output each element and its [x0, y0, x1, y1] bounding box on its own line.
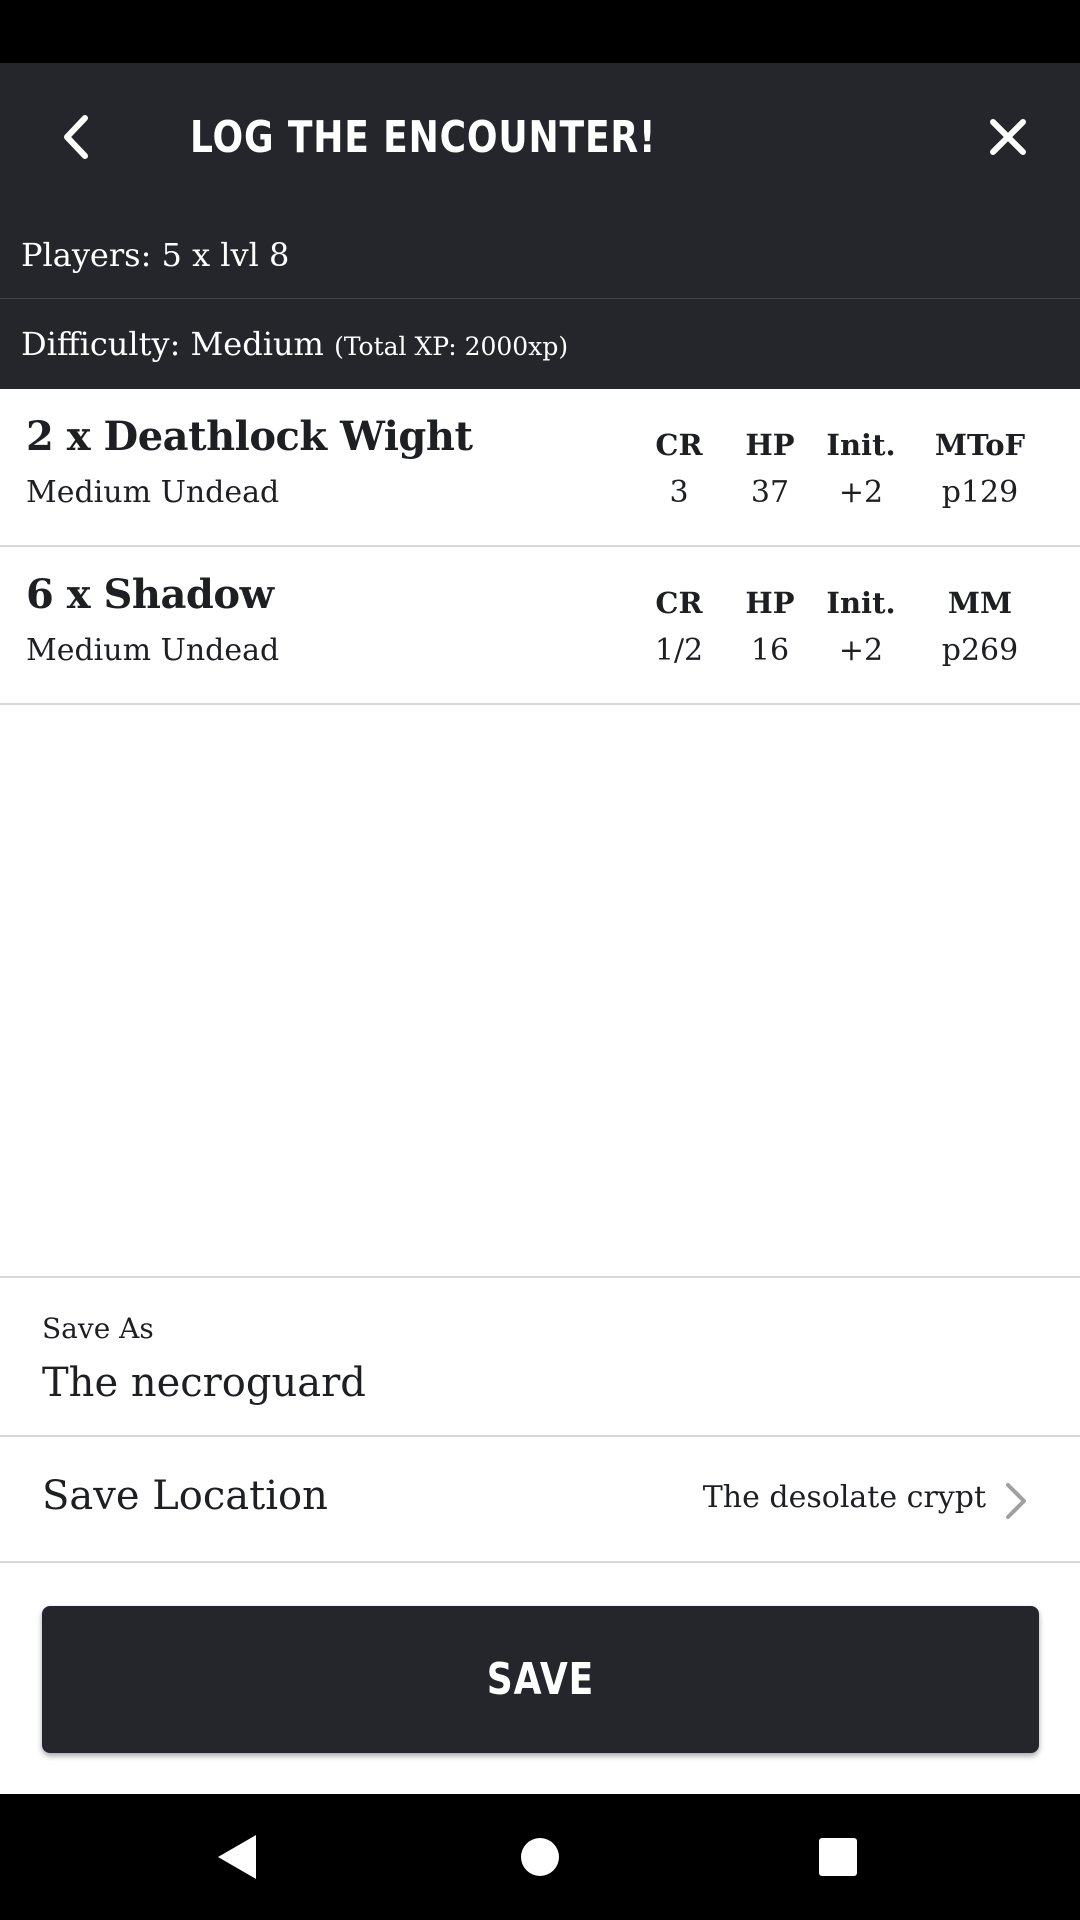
stat-source-value: p269 — [941, 633, 1019, 668]
stat-init-label: Init. — [826, 586, 896, 620]
monster-name: 2 x Deathlock Wight — [26, 413, 473, 460]
nav-back-button[interactable] — [200, 1819, 276, 1895]
save-location-row[interactable] — [0, 1437, 1080, 1563]
stat-source-value: p129 — [941, 475, 1019, 510]
title-bar — [0, 63, 1080, 211]
triangle-back-icon — [216, 1833, 260, 1881]
stat-source-label: MM — [947, 586, 1013, 620]
back-button[interactable] — [40, 101, 112, 173]
close-icon — [989, 118, 1027, 156]
square-recents-icon — [818, 1837, 858, 1877]
nav-home-button[interactable] — [502, 1819, 578, 1895]
save-as-field[interactable] — [0, 1276, 1080, 1437]
monster-row[interactable] — [0, 547, 1080, 705]
chevron-right-icon — [1000, 1481, 1030, 1521]
players-info: Players: 5 x lvl 8 — [0, 211, 1080, 299]
difficulty-info — [0, 300, 1080, 389]
save-button-label: SAVE — [486, 1654, 595, 1705]
monster-type: Medium Undead — [26, 475, 280, 510]
difficulty-label: Difficulty: Medium — [21, 325, 324, 363]
save-as-label: Save As — [42, 1312, 154, 1345]
monster-row[interactable] — [0, 389, 1080, 547]
stat-init — [806, 423, 916, 513]
chevron-left-icon — [61, 114, 91, 160]
system-nav-bar — [0, 1794, 1080, 1920]
save-location-value: The desolate crypt — [702, 1480, 986, 1515]
save-location-label: Save Location — [42, 1473, 328, 1519]
status-bar — [0, 0, 1080, 63]
circle-home-icon — [520, 1837, 560, 1877]
header — [0, 63, 1080, 389]
save-as-input[interactable]: The necroguard — [42, 1360, 366, 1406]
stat-source — [925, 581, 1035, 671]
page-title: LOG THE ENCOUNTER! — [190, 112, 657, 163]
stat-hp-label: HP — [745, 428, 795, 462]
monster-type: Medium Undead — [26, 633, 280, 668]
stat-source-label: MToF — [934, 428, 1026, 462]
stat-init-value: +2 — [838, 475, 884, 510]
save-button[interactable] — [42, 1606, 1039, 1753]
close-button[interactable] — [972, 101, 1044, 173]
stat-init-label: Init. — [826, 428, 896, 462]
total-xp: (Total XP: 2000xp) — [334, 332, 569, 361]
stat-init — [806, 581, 916, 671]
stat-hp-value: 16 — [750, 633, 790, 668]
stat-hp-label: HP — [745, 586, 795, 620]
stat-cr-value: 1/2 — [654, 633, 704, 668]
monster-name: 6 x Shadow — [26, 571, 274, 618]
stat-hp-value: 37 — [750, 475, 790, 510]
stat-cr-label: CR — [655, 586, 703, 620]
stat-cr-label: CR — [655, 428, 703, 462]
stat-cr-value: 3 — [669, 475, 689, 510]
stat-init-value: +2 — [838, 633, 884, 668]
stat-source — [925, 423, 1035, 513]
nav-recents-button[interactable] — [800, 1819, 876, 1895]
